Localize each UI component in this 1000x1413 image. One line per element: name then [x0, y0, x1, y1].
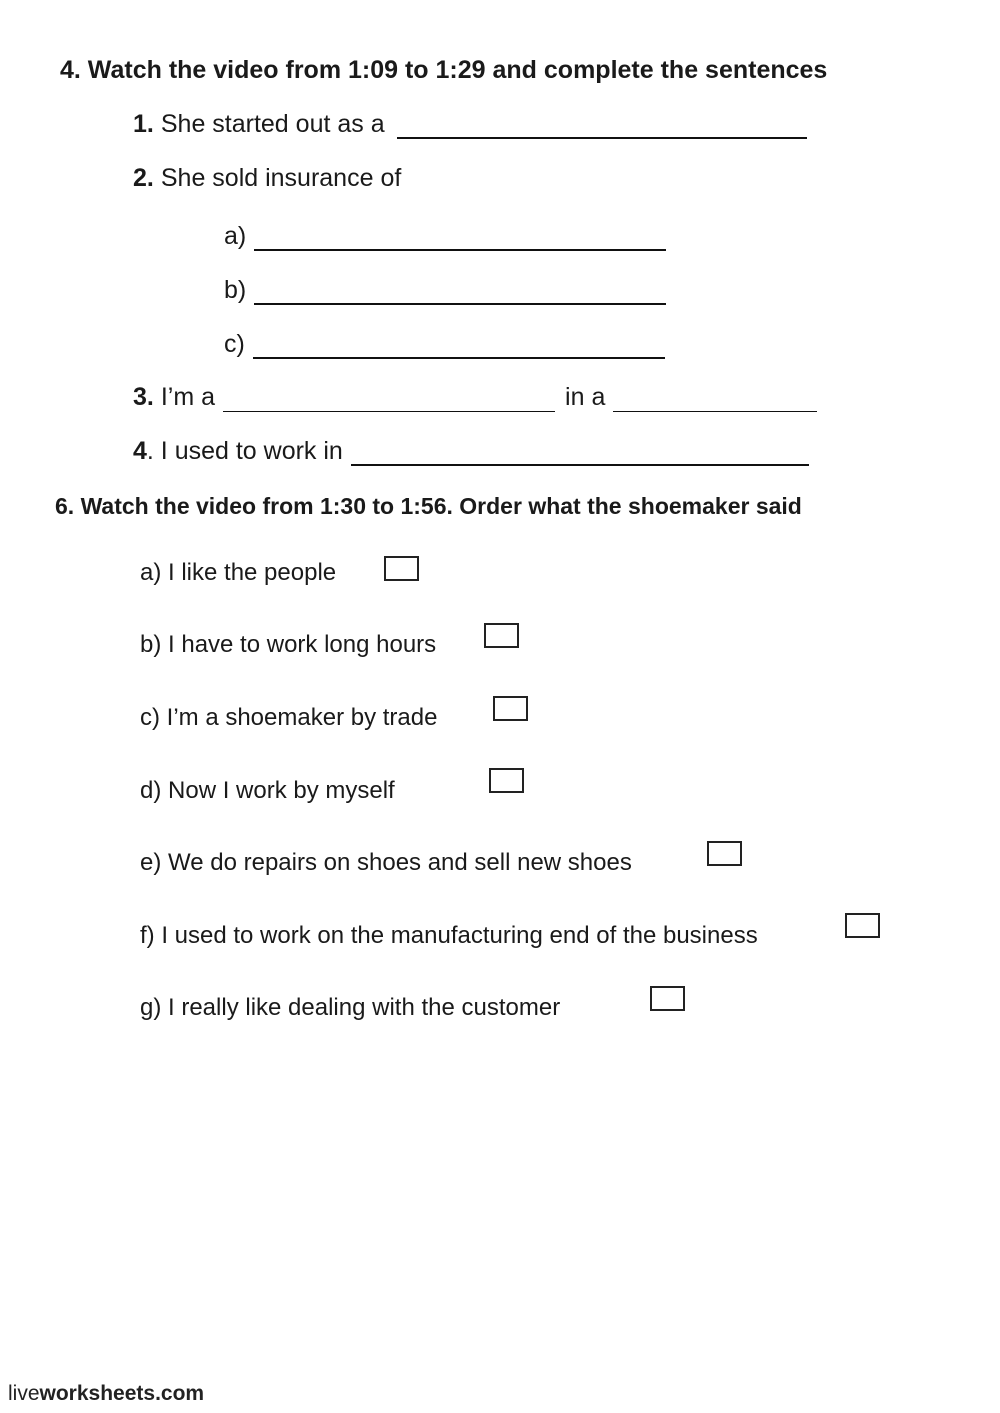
question-3-middle: in a	[565, 383, 606, 411]
order-box-f[interactable]	[845, 913, 880, 938]
sub-label-b: b)	[224, 276, 247, 304]
section-4-heading: 4. Watch the video from 1:09 to 1:29 and complete the sentences	[60, 56, 828, 84]
footer-brand	[8, 1382, 204, 1406]
answer-blank-2b[interactable]	[254, 283, 666, 305]
sub-label-a: a)	[224, 222, 247, 250]
order-item-g: g) I really like dealing with the customer	[140, 994, 561, 1021]
question-3-number: 3.	[133, 383, 154, 411]
answer-blank-2a[interactable]	[254, 229, 666, 251]
question-3-text: I’m a	[160, 383, 216, 411]
answer-blank-3a[interactable]	[223, 391, 555, 412]
order-item-b: b) I have to work long hours	[140, 631, 437, 658]
order-item-a: a) I like the people	[140, 559, 337, 586]
answer-blank-4[interactable]	[351, 444, 809, 466]
question-2b	[224, 276, 666, 305]
question-4-text: . I used to work in	[146, 437, 343, 465]
footer-prefix: live	[8, 1382, 40, 1405]
order-box-b[interactable]	[484, 623, 519, 648]
question-4	[133, 437, 809, 466]
order-item-f: f) I used to work on the manufacturing end of the business	[140, 922, 758, 949]
order-box-c[interactable]	[493, 696, 528, 721]
question-2-text: She sold insurance of	[160, 164, 402, 192]
order-item-c: c) I’m a shoemaker by trade	[140, 704, 438, 731]
question-4-number: 4	[133, 437, 147, 465]
question-2	[133, 164, 401, 193]
question-2c	[224, 330, 665, 359]
question-1-text: She started out as a	[160, 110, 385, 138]
answer-blank-1[interactable]	[397, 117, 807, 139]
footer-brand-name: worksheets	[39, 1382, 156, 1405]
answer-blank-3b[interactable]	[613, 391, 817, 412]
question-3	[133, 383, 817, 412]
answer-blank-2c[interactable]	[253, 337, 665, 359]
question-1-number: 1.	[133, 110, 154, 138]
question-1	[133, 110, 807, 139]
order-item-e: e) We do repairs on shoes and sell new shoes	[140, 849, 632, 876]
question-2-number: 2.	[133, 164, 154, 192]
sub-label-c: c)	[224, 330, 245, 358]
order-box-d[interactable]	[489, 768, 524, 793]
question-2a	[224, 222, 666, 251]
order-box-e[interactable]	[707, 841, 742, 866]
order-box-g[interactable]	[650, 986, 685, 1011]
section-6-heading: 6. Watch the video from 1:30 to 1:56. Order what the shoemaker said	[55, 493, 802, 519]
footer-suffix: .com	[155, 1382, 205, 1405]
order-box-a[interactable]	[384, 556, 419, 581]
order-item-d: d) Now I work by myself	[140, 777, 395, 804]
